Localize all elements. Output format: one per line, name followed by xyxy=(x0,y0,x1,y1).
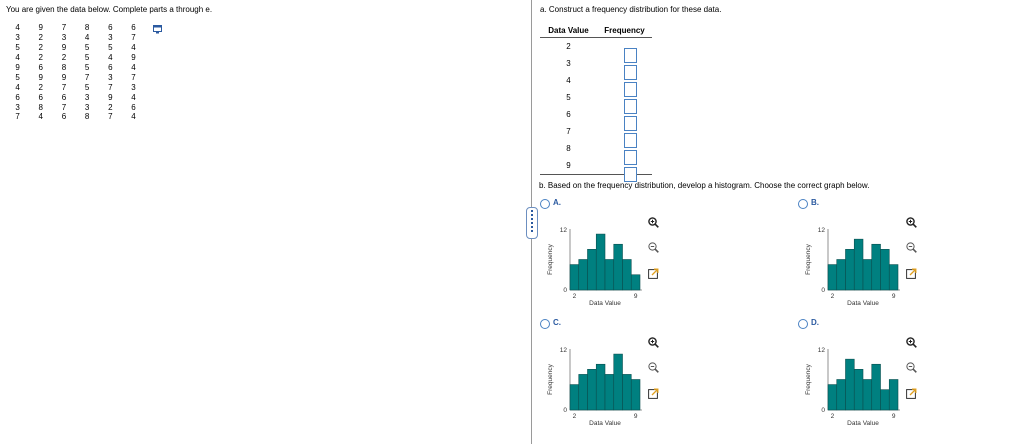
data-cell: 3 xyxy=(131,82,136,92)
y-tick-top: 12 xyxy=(559,347,567,354)
data-table xyxy=(6,23,145,122)
data-value-label: 9 xyxy=(566,161,571,170)
zoom-out-icon[interactable] xyxy=(648,242,659,253)
histogram xyxy=(800,337,910,437)
data-cell: 5 xyxy=(84,63,90,72)
x-tick-max: 9 xyxy=(633,413,638,420)
histogram-bar xyxy=(588,369,597,410)
y-tick-zero: 0 xyxy=(821,407,825,414)
option-label: A. xyxy=(553,198,561,207)
data-cell: 3 xyxy=(84,102,90,112)
magnifier-handle xyxy=(913,249,916,252)
expand-icon[interactable] xyxy=(648,268,659,279)
data-cell: 7 xyxy=(108,112,113,122)
zoom-out-icon[interactable] xyxy=(906,242,917,253)
data-cell: 3 xyxy=(15,102,20,112)
data-row xyxy=(6,63,145,73)
histogram-bar xyxy=(837,380,846,411)
data-cell: 3 xyxy=(108,72,113,82)
data-cell: 7 xyxy=(61,82,67,92)
magnifier-handle xyxy=(655,344,658,347)
data-cell: 6 xyxy=(61,92,67,102)
data-cell: 9 xyxy=(61,72,67,82)
data-cell: 9 xyxy=(61,43,67,53)
data-cell: 5 xyxy=(84,43,90,53)
histogram-bar xyxy=(631,380,640,411)
histogram-bar xyxy=(837,260,846,291)
data-row xyxy=(6,102,145,112)
histogram-bar xyxy=(863,260,872,291)
data-cell: 8 xyxy=(84,23,90,33)
data-row xyxy=(6,33,145,43)
histogram-bar xyxy=(614,354,623,410)
data-cell: 6 xyxy=(131,102,136,112)
magnifier-handle xyxy=(913,369,916,372)
histogram xyxy=(542,217,652,317)
zoom-out-icon[interactable] xyxy=(906,362,917,373)
zoom-out-icon[interactable] xyxy=(648,362,659,373)
data-value-label: 2 xyxy=(566,42,571,51)
data-cell: 9 xyxy=(131,53,136,63)
option-label: B. xyxy=(811,198,819,207)
data-cell: 4 xyxy=(38,112,43,122)
x-tick-min: 2 xyxy=(572,413,577,420)
histogram-bar xyxy=(846,359,855,410)
frequency-input[interactable] xyxy=(624,65,637,80)
data-cell: 8 xyxy=(84,112,90,122)
data-cell: 6 xyxy=(108,23,113,33)
zoom-in-icon[interactable] xyxy=(648,337,659,348)
x-tick-max: 9 xyxy=(633,293,638,300)
histogram-bar xyxy=(854,239,863,290)
option-radio[interactable] xyxy=(540,319,550,329)
magnifier-handle xyxy=(655,224,658,227)
histogram-bar xyxy=(623,374,632,410)
histogram-bar xyxy=(579,260,588,291)
expand-icon[interactable] xyxy=(906,388,917,399)
x-tick-max: 9 xyxy=(891,293,896,300)
histogram-bar xyxy=(846,249,855,290)
graph-option-d xyxy=(798,319,1024,439)
histogram-bar xyxy=(570,265,579,290)
data-cell: 7 xyxy=(131,72,136,82)
magnifier-handle xyxy=(913,344,916,347)
y-axis-label: Frequency xyxy=(805,244,812,275)
frequency-table-header xyxy=(540,24,652,38)
data-cell: 5 xyxy=(108,43,113,53)
data-cell: 9 xyxy=(15,63,20,72)
data-cell: 9 xyxy=(108,92,113,102)
frequency-row xyxy=(540,38,652,55)
y-tick-top: 12 xyxy=(559,227,567,234)
data-cell: 4 xyxy=(131,92,136,102)
data-cell: 4 xyxy=(15,53,20,63)
data-value-label: 4 xyxy=(566,76,571,85)
data-cell: 8 xyxy=(38,102,43,112)
data-cell: 4 xyxy=(108,53,113,63)
frequency-input[interactable] xyxy=(624,167,637,182)
histogram xyxy=(542,337,652,437)
histogram-bar xyxy=(596,364,605,410)
data-row xyxy=(6,53,145,63)
x-tick-min: 2 xyxy=(830,293,835,300)
y-axis-label: Frequency xyxy=(805,364,812,395)
data-value-label: 7 xyxy=(566,127,571,136)
magnifier-handle xyxy=(913,224,916,227)
histogram-bar xyxy=(872,364,881,410)
option-label: D. xyxy=(811,318,819,327)
histogram-bar xyxy=(828,265,837,290)
x-axis-label: Data Value xyxy=(589,300,621,307)
x-tick-min: 2 xyxy=(830,413,835,420)
data-cell: 9 xyxy=(38,72,43,82)
histogram-bar xyxy=(579,374,588,410)
y-tick-top: 12 xyxy=(817,347,825,354)
histogram-bar xyxy=(872,244,881,290)
option-radio[interactable] xyxy=(540,199,550,209)
histogram-bar xyxy=(614,244,623,290)
data-value-label: 8 xyxy=(566,144,571,153)
data-cell: 7 xyxy=(61,23,67,33)
data-cell: 5 xyxy=(15,43,20,53)
data-cell: 3 xyxy=(84,92,90,102)
histogram-bar xyxy=(828,385,837,410)
data-row xyxy=(6,23,145,33)
data-cell: 7 xyxy=(61,102,67,112)
data-cell: 7 xyxy=(84,72,90,82)
data-row xyxy=(6,112,145,122)
data-cell: 3 xyxy=(15,33,20,43)
histogram xyxy=(800,217,910,317)
histogram-bar xyxy=(605,374,614,410)
data-value-label: 6 xyxy=(566,110,571,119)
histogram-bar xyxy=(854,369,863,410)
x-axis-label: Data Value xyxy=(847,300,879,307)
frequency-input[interactable] xyxy=(624,133,637,148)
data-cell: 3 xyxy=(61,33,67,43)
data-cell: 6 xyxy=(61,112,67,122)
data-cell: 2 xyxy=(108,102,113,112)
frequency-input[interactable] xyxy=(624,99,637,114)
data-cell: 3 xyxy=(108,33,113,43)
graph-option-b xyxy=(798,199,1024,319)
frequency-input[interactable] xyxy=(624,48,637,63)
expand-icon[interactable] xyxy=(906,268,917,279)
data-cell: 7 xyxy=(131,33,136,43)
zoom-in-icon[interactable] xyxy=(648,217,659,228)
magnifier-handle xyxy=(655,369,658,372)
part-b-prompt: b. Based on the frequency distribution, develop a histogram. Choose the correct graph below. xyxy=(539,181,870,190)
frequency-table xyxy=(540,24,652,175)
option-radio[interactable] xyxy=(798,319,808,329)
x-tick-max: 9 xyxy=(891,413,896,420)
data-cell: 4 xyxy=(15,82,20,92)
x-axis-label: Data Value xyxy=(847,420,879,427)
histogram-bar xyxy=(881,390,890,410)
option-radio[interactable] xyxy=(798,199,808,209)
data-cell: 2 xyxy=(38,53,43,63)
data-cell: 4 xyxy=(131,112,136,122)
histogram-bar xyxy=(588,249,597,290)
part-a-prompt: a. Construct a frequency distribution for these data. xyxy=(540,5,722,14)
header-frequency: Frequency xyxy=(604,26,645,35)
histogram-bar xyxy=(605,260,614,291)
data-cell: 4 xyxy=(131,63,136,72)
histogram-bar xyxy=(631,275,640,290)
frequency-input[interactable] xyxy=(624,82,637,97)
right-pane xyxy=(532,0,1024,444)
data-cell: 7 xyxy=(108,82,113,92)
y-tick-top: 12 xyxy=(817,227,825,234)
data-cell: 4 xyxy=(131,43,136,53)
y-axis-label: Frequency xyxy=(547,364,554,395)
data-cell: 4 xyxy=(84,33,90,43)
graph-option-c xyxy=(540,319,790,439)
histogram-bar xyxy=(889,380,898,411)
data-cell: 4 xyxy=(15,23,20,33)
data-cell: 2 xyxy=(38,33,43,43)
histogram-bar xyxy=(881,249,890,290)
data-cell: 6 xyxy=(38,63,43,72)
data-cell: 9 xyxy=(38,23,43,33)
histogram-bar xyxy=(863,380,872,411)
data-cell: 6 xyxy=(108,63,113,72)
zoom-in-icon[interactable] xyxy=(906,337,917,348)
y-axis-label: Frequency xyxy=(547,244,554,275)
y-tick-zero: 0 xyxy=(563,287,567,294)
magnifier-handle xyxy=(655,249,658,252)
zoom-in-icon[interactable] xyxy=(906,217,917,228)
histogram-bar xyxy=(889,265,898,290)
data-cell: 5 xyxy=(84,53,90,63)
data-cell: 2 xyxy=(61,53,67,63)
header-data-value: Data Value xyxy=(548,26,589,35)
data-cell: 5 xyxy=(84,82,90,92)
data-cell: 8 xyxy=(61,63,67,72)
x-axis-label: Data Value xyxy=(589,420,621,427)
histogram-bar xyxy=(596,234,605,290)
histogram-bar xyxy=(570,385,579,410)
data-cell: 2 xyxy=(38,43,43,53)
expand-icon[interactable] xyxy=(648,388,659,399)
data-cell: 6 xyxy=(131,23,136,33)
y-tick-zero: 0 xyxy=(821,287,825,294)
data-cell: 6 xyxy=(38,92,43,102)
copy-icon[interactable] xyxy=(153,25,162,34)
option-label: C. xyxy=(553,318,561,327)
intro-text: You are given the data below. Complete parts a through e. xyxy=(6,5,213,14)
data-value-label: 5 xyxy=(566,93,571,102)
data-cell: 7 xyxy=(15,112,20,122)
x-tick-min: 2 xyxy=(572,293,577,300)
frequency-input[interactable] xyxy=(624,150,637,165)
graph-option-a xyxy=(540,199,790,319)
frequency-input[interactable] xyxy=(624,116,637,131)
y-tick-zero: 0 xyxy=(563,407,567,414)
histogram-bar xyxy=(623,260,632,291)
data-row xyxy=(6,72,145,82)
data-value-label: 3 xyxy=(566,59,571,68)
data-row xyxy=(6,43,145,53)
data-cell: 6 xyxy=(15,92,20,102)
data-cell: 5 xyxy=(15,72,20,82)
data-row xyxy=(6,82,145,92)
data-row xyxy=(6,92,145,102)
data-cell: 2 xyxy=(38,82,43,92)
